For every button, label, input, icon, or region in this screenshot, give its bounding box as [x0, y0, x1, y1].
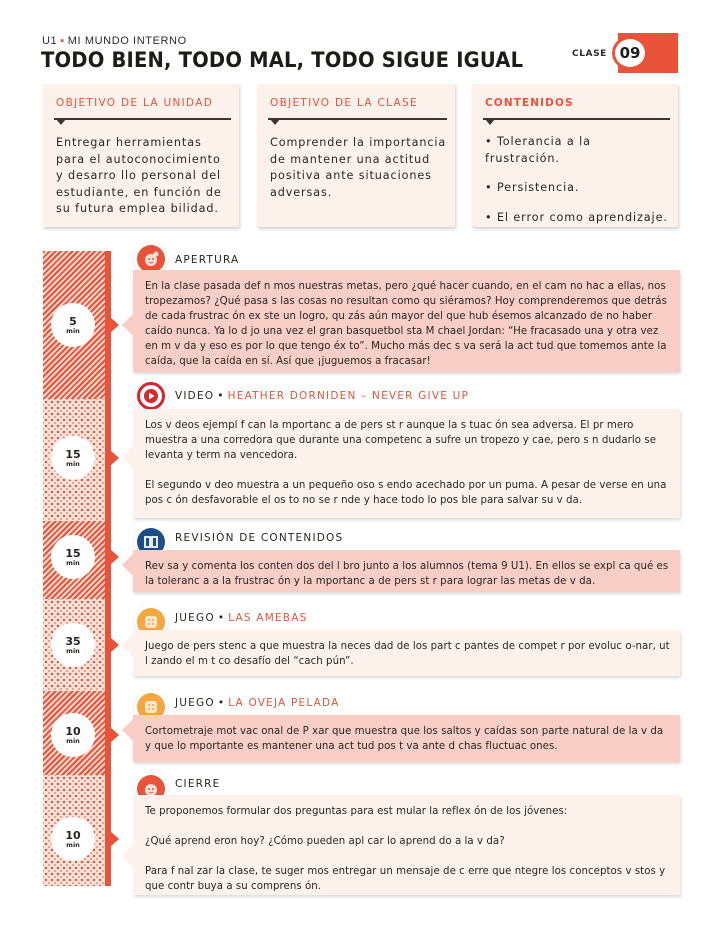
timeline-pointer	[110, 727, 119, 743]
card-title: CONTENIDOS	[485, 97, 574, 109]
lion-face-icon	[137, 245, 165, 273]
section-box-video	[133, 409, 680, 518]
section-heading	[175, 612, 307, 624]
unit-code: U1	[42, 35, 58, 47]
section-box-cierre	[133, 795, 680, 895]
duration-value: 5	[69, 314, 77, 328]
bullet-separator: •	[217, 390, 225, 402]
duration-badge	[51, 535, 95, 579]
duration-unit: min	[66, 840, 80, 849]
card-body: Entregar herramientas para el autoconocimiento y desarro llo personal del estudiante, en función de su futura emplea bilidad.	[56, 136, 222, 215]
card-body: Comprender la importancia de mantener una actitud positiva ante situaciones adversas.	[270, 136, 447, 199]
duration-badge	[51, 436, 95, 480]
bullet-separator: ▪	[60, 35, 65, 47]
section-label: REVISIÓN DE CONTENIDOS	[175, 532, 344, 544]
duration-unit: min	[66, 459, 80, 468]
section-paragraph: En la clase pasada def n mos nuestras metas, pero ¿qué hacer cuando, en el cam no hac a ellas, nos tropezamos? ¿Qué pasa s las cosas no resultan como qu siéramos? Hoy comprenderemos que detrás de cada frustrac ón ex ste un logro, qu zás aún mayor del que hub ésemos alcanzado de no haber caído nunca. Ya lo d jo una vez el gran basquetbol sta M chael Jordan: “He fracasado una y otra vez en m v da y eso es por lo que tengo éx to”. Mucho más dec s va será la act tud que tomemos ante la caída, que la caída en sí. Así que ¡juguemos a fracasar!	[145, 281, 667, 368]
card-title: OBJETIVO DE LA CLASE	[270, 97, 418, 109]
divider-with-pointer	[483, 118, 670, 120]
divider-with-pointer	[54, 118, 231, 120]
duration-unit: min	[66, 736, 80, 745]
section-label: VIDEO	[175, 390, 215, 402]
section-label: APERTURA	[175, 254, 240, 266]
section-paragraph: Rev sa y comenta los conten dos del l bro junto a los alumnos (tema 9 U1). En ellos se expl ca qué es la toleranc a a la frustrac ón y la mportanc a de pers st r para lograr las metas de v da.	[145, 561, 669, 588]
clase-number-badge: 09	[612, 36, 648, 70]
section-heading	[175, 532, 343, 544]
section-heading	[175, 254, 239, 266]
timeline-pointer	[110, 549, 119, 565]
section-label: JUEGO	[175, 697, 215, 709]
bullet-separator: •	[217, 697, 226, 709]
duration-badge	[51, 303, 95, 347]
section-paragraph: Te proponemos formular dos preguntas para est mular la reflex ón de los jóvenes:	[145, 806, 568, 817]
page-title: TODO BIEN, TODO MAL, TODO SIGUE IGUAL	[41, 48, 524, 72]
card-title: OBJETIVO DE LA UNIDAD	[56, 97, 214, 109]
contents-item: • El error como aprendizaje.	[485, 210, 670, 227]
duration-unit: min	[66, 646, 80, 655]
section-subtitle: LA OVEJA PELADA	[228, 697, 340, 709]
duration-value: 15	[65, 447, 81, 461]
timeline-rail	[105, 251, 111, 886]
contents-list	[485, 134, 670, 239]
section-paragraph: Cortometraje mot vac onal de P xar que muestra que los saltos y caídas son parte natural de la v da y que lo mportante es mantener una act tud pos t va ante d chas fluctuac ones.	[145, 726, 664, 753]
timeline-pointer	[110, 831, 119, 847]
duration-value: 10	[65, 828, 81, 842]
timeline-pointer	[110, 317, 119, 333]
unit-breadcrumb	[42, 35, 187, 47]
duration-badge	[51, 817, 95, 861]
clase-label: CLASE	[572, 49, 607, 59]
duration-unit: min	[66, 326, 80, 335]
duration-badge	[51, 713, 95, 757]
section-subtitle: LAS AMEBAS	[228, 612, 308, 624]
section-heading	[175, 778, 221, 790]
timeline-pointer	[110, 637, 119, 653]
contents-item: • Tolerancia a la frustración.	[485, 134, 670, 167]
video-play-icon	[137, 382, 165, 410]
section-box-juego-amebas	[133, 630, 680, 676]
duration-value: 15	[65, 546, 81, 560]
section-box-juego-oveja	[133, 715, 680, 762]
section-label: JUEGO	[175, 612, 215, 624]
section-box-apertura	[133, 270, 680, 372]
section-subtitle: HEATHER DORNIDEN – NEVER GIVE UP	[227, 390, 469, 402]
objective-unit-card	[43, 84, 239, 227]
bullet-separator: •	[217, 612, 226, 624]
section-heading	[175, 390, 469, 402]
duration-badge	[51, 623, 95, 667]
duration-value: 10	[65, 724, 81, 738]
section-label: CIERRE	[175, 778, 221, 790]
contents-item: • Persistencia.	[485, 180, 670, 197]
section-paragraph: Los v deos ejempl f can la mportanc a de pers st r aunque la s tuac ón sea adversa. El pr mero muestra a una corredora que durante una competenc a sufre un tropezo y cae, pero s n dudarlo se levanta y term na vencedora.	[145, 420, 657, 462]
section-heading	[175, 697, 340, 709]
objective-class-card	[257, 84, 455, 227]
contents-card	[472, 84, 678, 227]
section-paragraph: ¿Qué aprend eron hoy? ¿Cómo pueden apl car lo aprend do a la v da?	[145, 836, 505, 848]
section-paragraph: El segundo v deo muestra a un pequeño oso s endo acechado por un puma. A pesar de verse en una pos c ón desfavorable el os to no se r nde y hace todo lo pos ble para salvar su v da.	[145, 480, 667, 507]
section-paragraph: Para f nal zar la clase, te suger mos entregar un mensaje de c erre que ntegre los conceptos v stos y que contr buya a su comprens ón.	[145, 866, 666, 893]
duration-unit: min	[66, 558, 80, 567]
duration-value: 35	[65, 634, 81, 648]
unit-name: MI MUNDO INTERNO	[67, 35, 187, 47]
divider-with-pointer	[268, 118, 447, 120]
timeline-pointer	[110, 450, 119, 466]
section-box-revision	[133, 550, 680, 592]
section-paragraph: Juego de pers stenc a que muestra la neces dad de los part c pantes de compet r por evoluc o-nar, ut l zando el m t co desafío del “cach pún”.	[145, 641, 670, 668]
